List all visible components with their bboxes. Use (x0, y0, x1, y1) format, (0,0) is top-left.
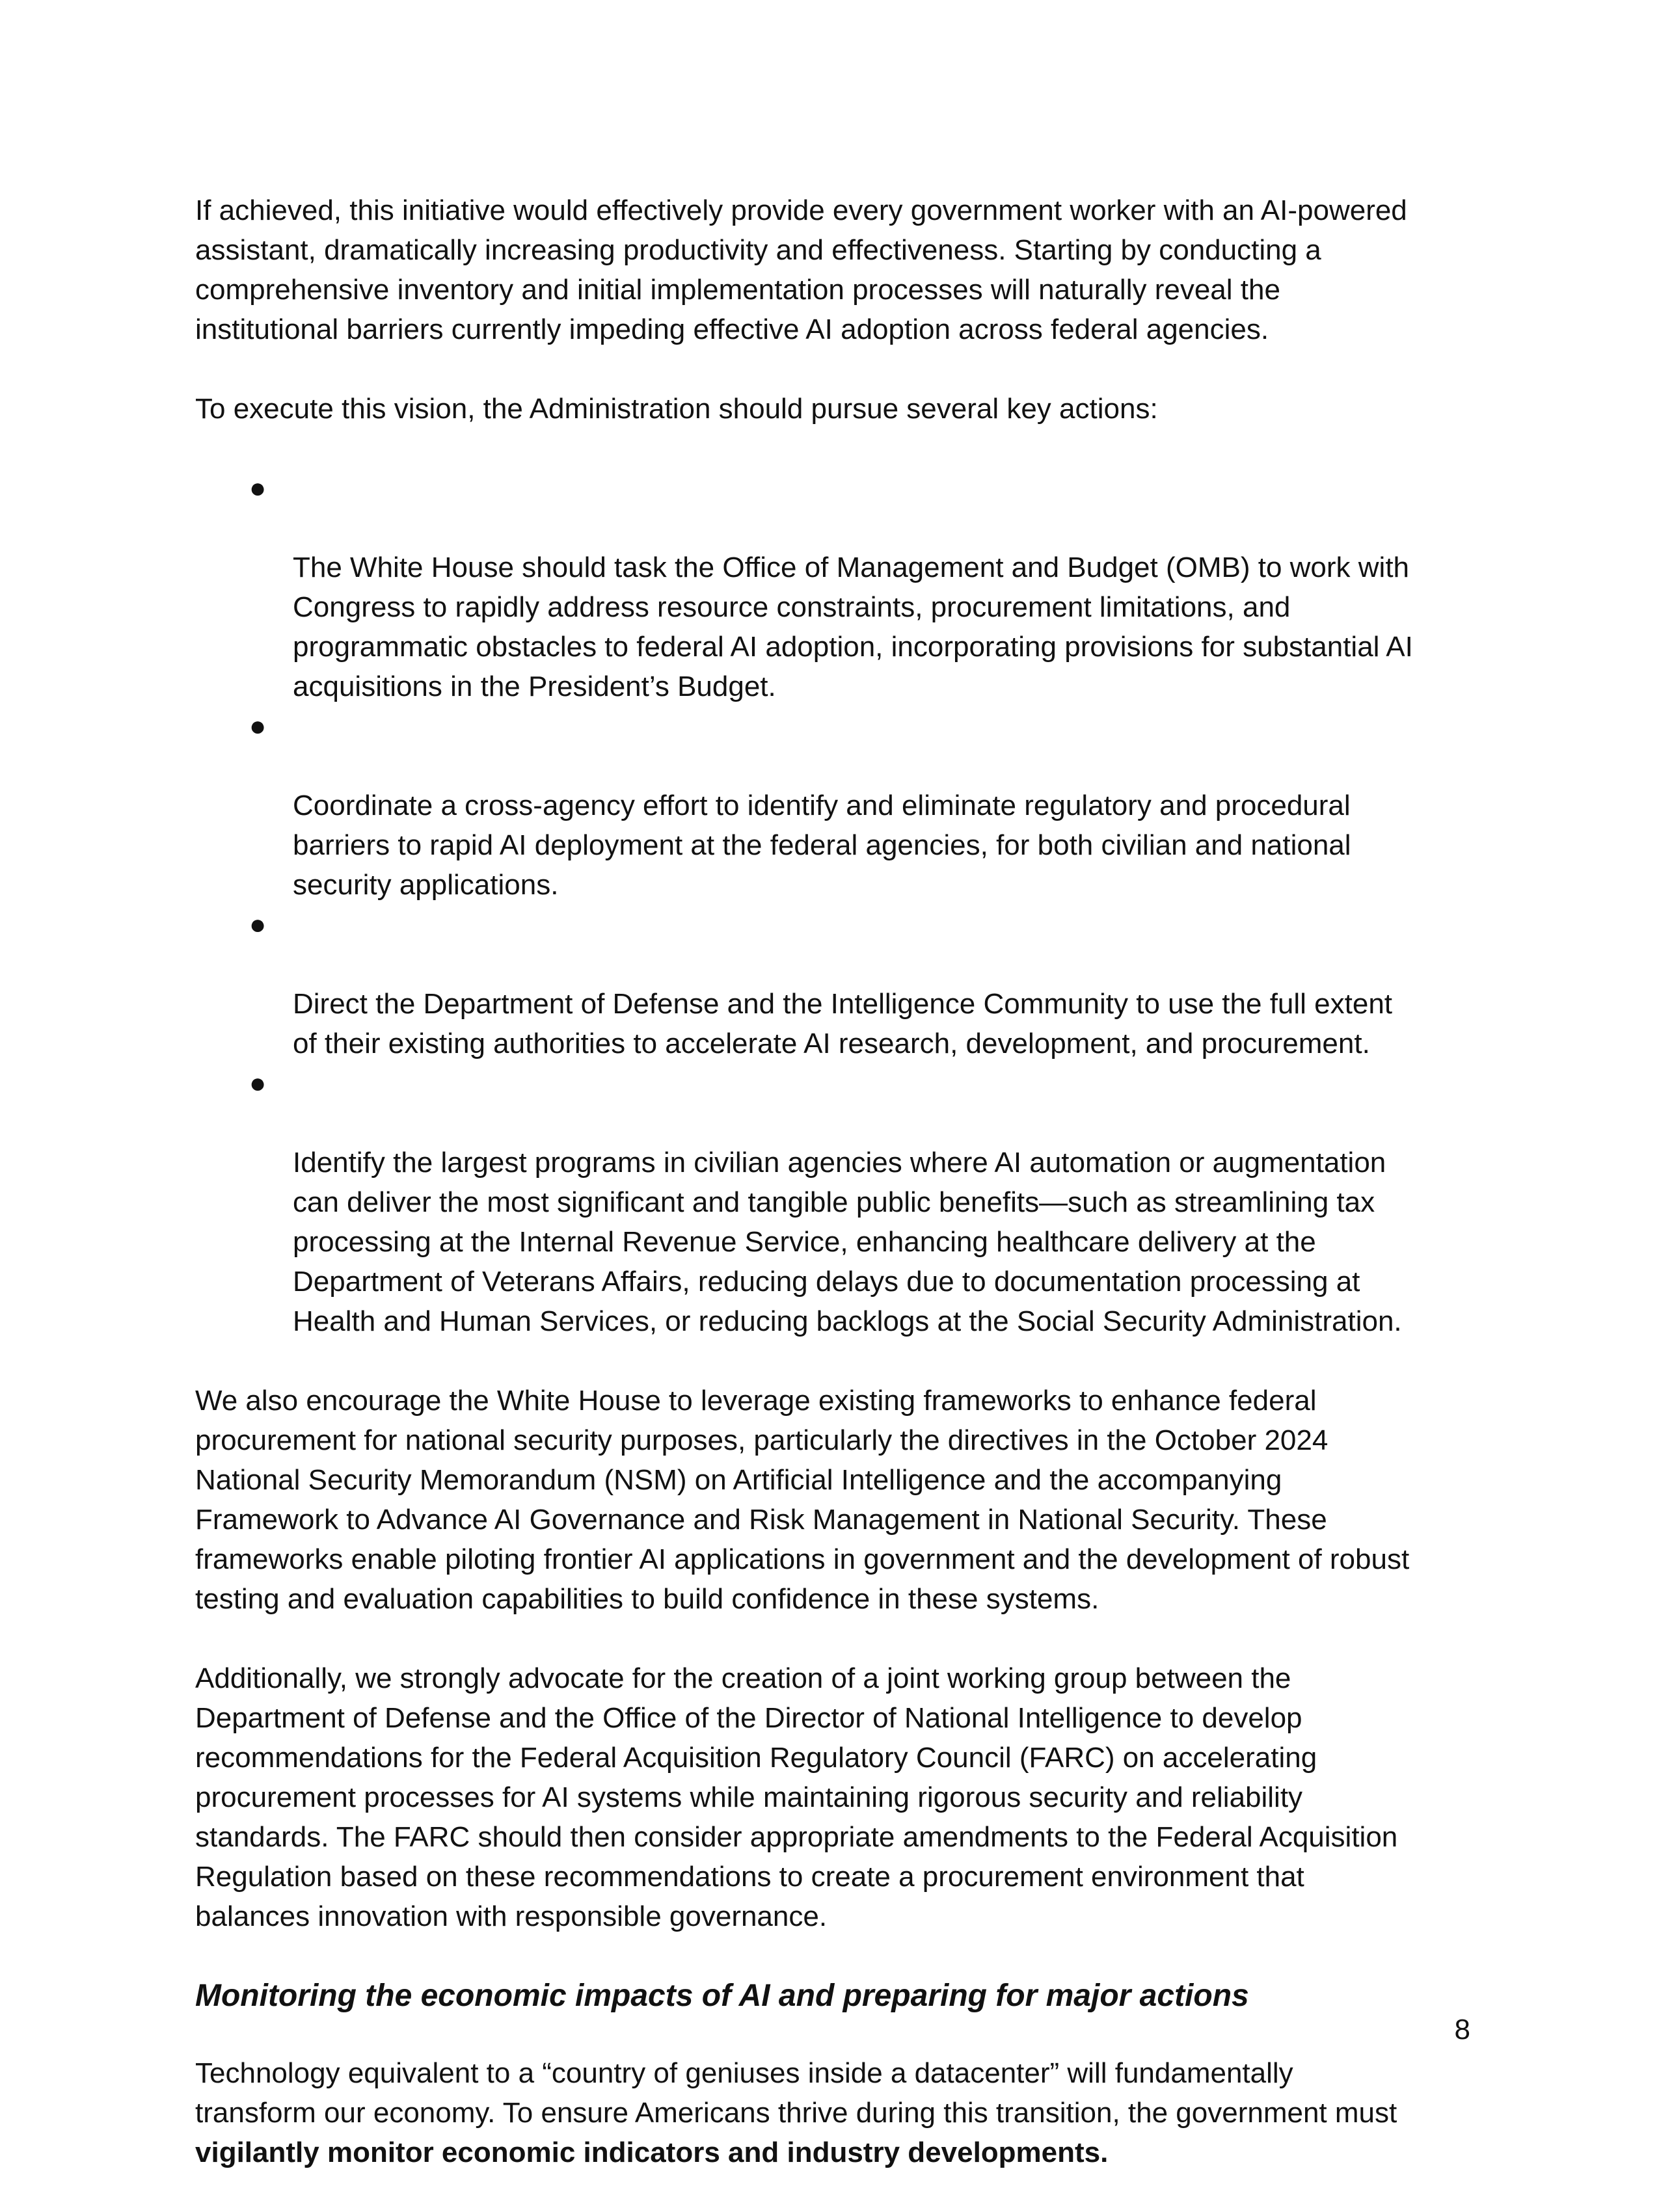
list-item (195, 905, 1470, 1063)
bullet-icon: ● (249, 710, 267, 742)
bullet-icon: ● (249, 909, 267, 940)
list-item (195, 706, 1470, 905)
paragraph-joint-working-group: Additionally, we strongly advocate for the creation of a joint working group between the Department of Defense and the Office of the Director of National Intelligence to develop recommendations for the Federal Acquisition Regulatory Council (FARC) on accelerating procurement processes for AI systems while maintaining rigorous security and reliability standards. The FARC should then consider appropriate amendments to the Federal Acquisition Regulation based on these recommendations to create a procurement environment that balances innovation with responsible governance. (195, 1662, 1398, 1932)
page-number: 8 (1454, 2014, 1470, 2045)
document-page (195, 191, 1470, 2212)
list-item-text: The White House should task the Office of Management and Budget (OMB) to work with Congress to rapidly address resource constraints, procurement limitations, and programmatic obstacles to federal AI adoption, incorporating provisions for substantial AI acquisitions in the President’s Budget. (293, 552, 1413, 702)
bullet-icon: ● (249, 472, 267, 504)
list-item (195, 1063, 1470, 1341)
list-item (195, 468, 1470, 706)
list-item-text: Coordinate a cross-agency effort to identify and eliminate regulatory and procedural barriers to rapid AI deployment at the federal agencies, for both civilian and national security applications. (293, 790, 1351, 901)
paragraph-nsm-frameworks: We also encourage the White House to leverage existing frameworks to enhance federal procurement for national security purposes, particularly the directives in the October 2024 National Security Memorandum (NSM) on Artificial Intelligence and the accompanying Framework to Advance AI Governance and Risk Management in National Security. These frameworks enable piloting frontier AI applications in government and the development of robust testing and evaluation capabilities to build confidence in these systems. (195, 1385, 1410, 1615)
key-actions-list (195, 468, 1470, 1341)
paragraph-execute-vision: To execute this vision, the Administration should pursue several key actions: (195, 393, 1158, 425)
list-item-text: Direct the Department of Defense and the Intelligence Community to use the full extent of their existing authorities to accelerate AI research, development, and procurement. (293, 988, 1393, 1059)
paragraph-initiative: If achieved, this initiative would effectively provide every government worker with an AI-powered assistant, dramatically increasing productivity and effectiveness. Starting by conducting a comprehensive inventory and initial implementation processes will naturally reveal the institutional barriers currently impeding effective AI adoption across federal agencies. (195, 194, 1407, 345)
bullet-icon: ● (249, 1067, 267, 1099)
section-heading: Monitoring the economic impacts of AI and preparing for major actions (195, 1979, 1249, 2013)
paragraph-economic-bold-text: vigilantly monitor economic indicators and industry developments. (195, 2137, 1109, 2168)
paragraph-economic-transition (195, 2053, 1470, 2172)
list-item-text: Identify the largest programs in civilian agencies where AI automation or augmentation can deliver the most significant and tangible public benefits—such as streamlining tax processing at the Internal Revenue Service, enhancing healthcare delivery at the Department of Veterans Affairs, reducing delays due to documentation processing at Health and Human Services, or reducing backlogs at the Social Security Administration. (293, 1147, 1402, 1337)
paragraph-economic-text: Technology equivalent to a “country of geniuses inside a datacenter” will fundamentally transform our economy. To ensure Americans thrive during this transition, the government must (195, 2057, 1397, 2129)
